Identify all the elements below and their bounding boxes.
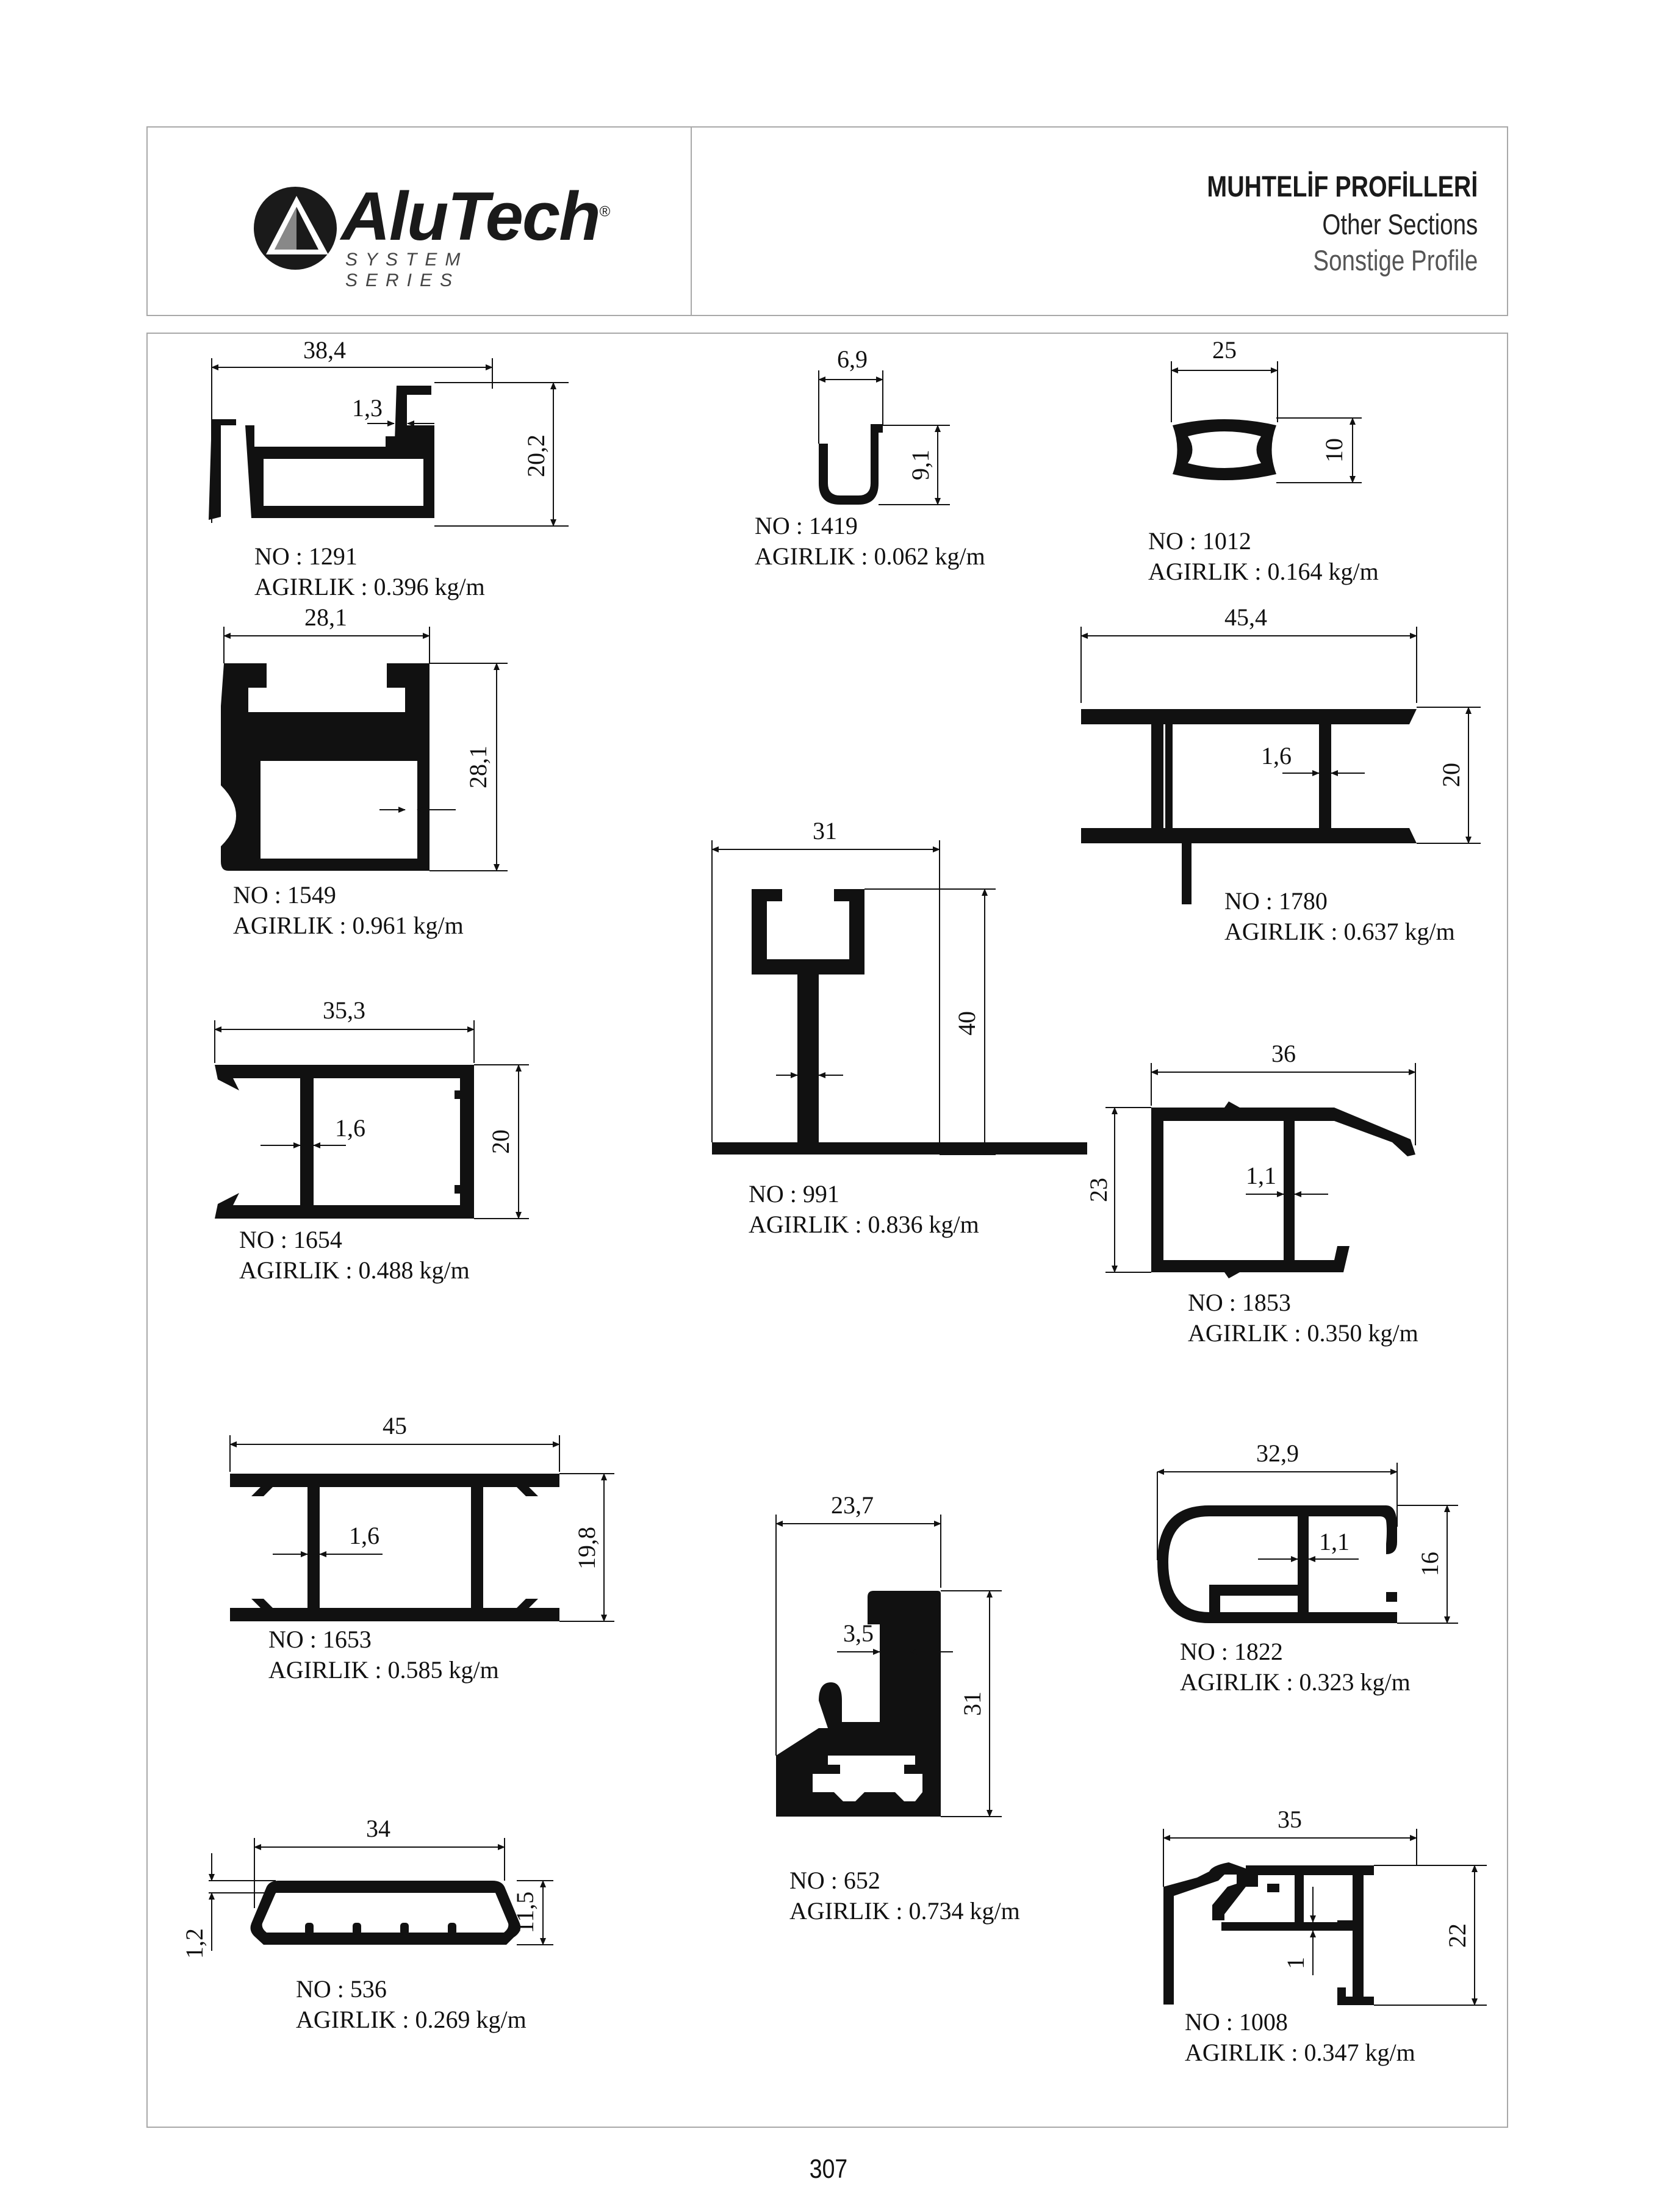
dim-1419-width: 6,9 [837, 345, 868, 373]
profile-991 [712, 817, 1087, 1155]
title-english: Other Sections [1322, 208, 1478, 240]
brand-name: AluTech® [341, 178, 609, 254]
no-1780: NO : 1780 [1224, 887, 1328, 915]
header-divider [691, 128, 692, 315]
dim-1419-height: 9,1 [907, 450, 934, 480]
dim-652-width: 23,7 [831, 1491, 874, 1519]
label-1853 [1188, 1288, 1418, 1349]
profile-1853 [1085, 1040, 1415, 1278]
profile-1549 [221, 603, 508, 871]
label-1549 [233, 880, 464, 941]
label-1012 [1148, 526, 1379, 587]
dim-1653-wall: 1,6 [349, 1522, 379, 1549]
dim-1853-height: 23 [1085, 1178, 1112, 1202]
dim-991-height: 40 [953, 1011, 980, 1036]
label-1008 [1185, 2007, 1415, 2068]
alutech-logo [253, 178, 609, 290]
dim-536-wall: 1,2 [181, 1928, 208, 1959]
profile-1291 [209, 336, 569, 526]
no-1008: NO : 1008 [1185, 2008, 1288, 2036]
brand-tagline: SYSTEM SERIES [345, 250, 469, 290]
no-1653: NO : 1653 [268, 1626, 372, 1653]
weight-1549: AGIRLIK : 0.961 kg/m [233, 912, 464, 939]
no-1291: NO : 1291 [254, 542, 358, 570]
label-1822 [1180, 1637, 1411, 1698]
label-536 [296, 1974, 527, 2035]
dim-1008-height: 22 [1443, 1923, 1471, 1948]
dim-1012-height: 10 [1320, 438, 1348, 463]
dim-1291-width: 38,4 [303, 336, 346, 364]
dim-1822-width: 32,9 [1256, 1439, 1299, 1467]
profile-catalog [146, 333, 1508, 2128]
weight-1291: AGIRLIK : 0.396 kg/m [254, 573, 485, 600]
dim-536-width: 34 [366, 1815, 390, 1842]
dim-1822-wall: 1,1 [1319, 1528, 1350, 1555]
profile-1008 [1163, 1806, 1487, 2005]
dim-1012-width: 25 [1212, 336, 1237, 364]
dim-1549-height: 28,1 [464, 746, 492, 788]
label-1654 [239, 1225, 470, 1286]
dim-1008-width: 35 [1278, 1806, 1302, 1833]
weight-1008: AGIRLIK : 0.347 kg/m [1185, 2039, 1415, 2066]
dim-1549-width: 28,1 [304, 603, 347, 631]
weight-1853: AGIRLIK : 0.350 kg/m [1188, 1319, 1418, 1347]
dim-1853-width: 36 [1271, 1040, 1296, 1067]
dim-1008-wall: 1 [1282, 1957, 1309, 1969]
label-1653 [268, 1624, 499, 1685]
weight-1419: AGIRLIK : 0.062 kg/m [755, 542, 985, 570]
profile-1419 [819, 345, 950, 505]
weight-1780: AGIRLIK : 0.637 kg/m [1224, 918, 1455, 945]
dim-1653-height: 19,8 [573, 1527, 600, 1569]
profile-1780 [1081, 603, 1481, 904]
profile-536 [181, 1815, 553, 1959]
dim-1853-wall: 1,1 [1246, 1162, 1276, 1189]
profile-652 [776, 1491, 1002, 1817]
label-991 [749, 1179, 979, 1240]
label-652 [789, 1865, 1020, 1926]
dim-652-wall: 3,5 [843, 1619, 874, 1647]
label-1780 [1224, 886, 1455, 947]
no-1853: NO : 1853 [1188, 1289, 1291, 1316]
title-turkish: MUHTELİF PROFİLLERİ [1207, 171, 1478, 203]
dim-1654-height: 20 [487, 1129, 514, 1154]
weight-1822: AGIRLIK : 0.323 kg/m [1180, 1668, 1411, 1696]
dim-1654-wall: 1,6 [335, 1114, 365, 1142]
weight-1012: AGIRLIK : 0.164 kg/m [1148, 558, 1379, 585]
weight-991: AGIRLIK : 0.836 kg/m [749, 1211, 979, 1238]
weight-1654: AGIRLIK : 0.488 kg/m [239, 1256, 470, 1284]
no-991: NO : 991 [749, 1180, 839, 1208]
profile-1654 [215, 996, 529, 1219]
logo-triangle-icon [253, 182, 338, 274]
no-652: NO : 652 [789, 1867, 880, 1894]
dim-1780-wall: 1,6 [1261, 742, 1292, 769]
weight-652: AGIRLIK : 0.734 kg/m [789, 1897, 1020, 1925]
profile-1822 [1157, 1439, 1458, 1623]
dim-536-height: 11,5 [511, 1891, 539, 1934]
page-number: 307 [809, 2154, 848, 2184]
dim-991-width: 31 [813, 817, 837, 845]
dim-1780-height: 20 [1437, 763, 1465, 787]
dim-1822-height: 16 [1416, 1552, 1443, 1576]
section-titles [1148, 170, 1478, 277]
title-german: Sonstige Profile [1313, 244, 1478, 276]
no-1549: NO : 1549 [233, 881, 336, 909]
profile-1653 [230, 1412, 614, 1621]
dim-1653-width: 45 [383, 1412, 407, 1439]
weight-536: AGIRLIK : 0.269 kg/m [296, 2006, 527, 2033]
dim-1291-height: 20,2 [522, 434, 550, 477]
profile-1012 [1171, 336, 1362, 483]
no-536: NO : 536 [296, 1975, 387, 2003]
page-header [146, 126, 1508, 316]
weight-1653: AGIRLIK : 0.585 kg/m [268, 1656, 499, 1684]
no-1419: NO : 1419 [755, 512, 858, 539]
dim-1780-width: 45,4 [1224, 603, 1267, 631]
dim-1291-wall: 1,3 [352, 394, 383, 422]
label-1291 [254, 541, 485, 602]
no-1822: NO : 1822 [1180, 1638, 1283, 1665]
no-1654: NO : 1654 [239, 1226, 342, 1253]
no-1012: NO : 1012 [1148, 527, 1251, 555]
dim-652-height: 31 [958, 1691, 986, 1716]
label-1419 [755, 511, 985, 572]
dim-1654-width: 35,3 [323, 996, 365, 1024]
